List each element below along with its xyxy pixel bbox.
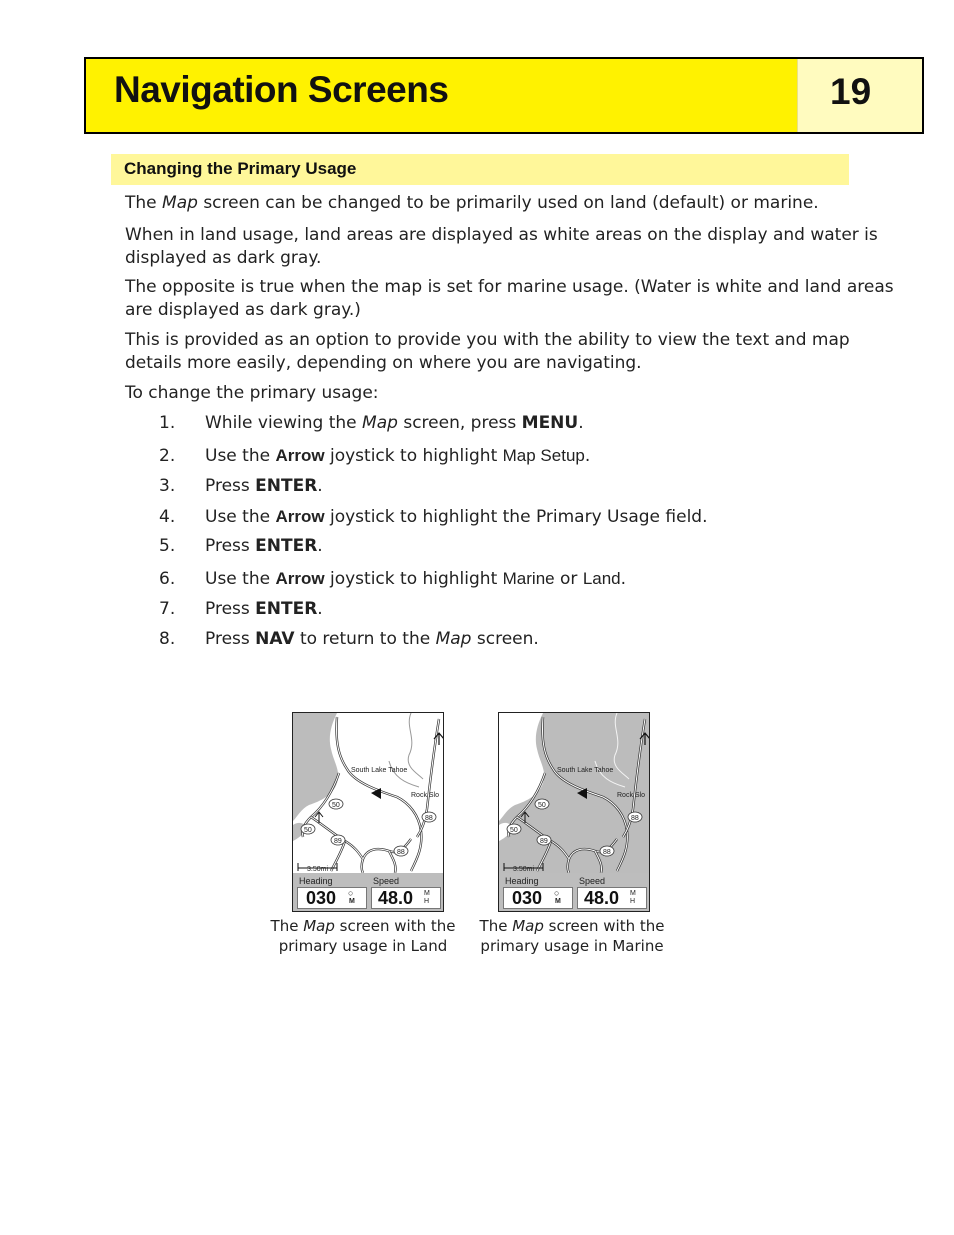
svg-text:50: 50 — [538, 802, 546, 809]
route-shield — [600, 846, 614, 856]
step-8: 8. Press NAV to return to the Map screen. — [159, 629, 539, 649]
map-place-label: South Lake Tahoe — [557, 767, 614, 774]
svg-text:50: 50 — [332, 802, 340, 809]
info-panel — [293, 873, 443, 911]
page-number: 19 — [830, 71, 872, 112]
heading-label: Heading — [299, 876, 333, 886]
speed-unit-top: M — [630, 890, 636, 897]
route-shield — [394, 846, 408, 856]
svg-text:88: 88 — [397, 849, 405, 856]
map-place-label-2: Rock Slo — [411, 792, 440, 799]
route-shield — [422, 812, 436, 822]
map-canvas-land — [293, 713, 443, 873]
svg-text:88: 88 — [631, 815, 639, 822]
route-shield — [535, 799, 549, 809]
speed-unit-top: M — [424, 890, 430, 897]
section-heading-bar — [111, 154, 849, 185]
route-shield — [507, 824, 521, 834]
speed-unit-bottom: H — [630, 898, 636, 905]
heading-field — [503, 887, 573, 909]
degree-icon: ○ — [348, 888, 354, 898]
speed-field — [371, 887, 441, 909]
route-shield — [628, 812, 642, 822]
heading-unit: M — [349, 898, 355, 905]
map-screen-land — [292, 712, 444, 912]
svg-text:88: 88 — [603, 849, 611, 856]
route-shield — [301, 824, 315, 834]
info-panel — [499, 873, 649, 911]
step-5: 5. Press ENTER. — [159, 536, 323, 556]
speed-label: Speed — [373, 876, 400, 886]
page-number-box — [797, 59, 922, 132]
paragraph-3: The opposite is true when the map is set for marine usage. (Water is white and land areas are displayed as dark gray.) — [125, 277, 894, 320]
speed-field — [577, 887, 647, 909]
chapter-header — [84, 57, 924, 134]
map-screen-marine — [498, 712, 650, 912]
step-3: 3. Press ENTER. — [159, 476, 323, 496]
step-2: 2. Use the Arrow joystick to highlight Map Setup. — [159, 446, 591, 466]
svg-text:3.50mi: 3.50mi — [513, 866, 535, 873]
step-4: 4. Use the Arrow joystick to highlight the Primary Usage field. — [159, 507, 708, 527]
step-6: 6. Use the Arrow joystick to highlight Marine or Land. — [159, 569, 627, 589]
step-1: 1. While viewing the Map screen, press MENU. — [159, 413, 584, 433]
svg-text:89: 89 — [334, 838, 342, 845]
paragraph-2: When in land usage, land areas are displayed as white areas on the display and water is displayed as dark gray. — [125, 225, 878, 268]
heading-value: 030 — [306, 888, 337, 908]
heading-label: Heading — [505, 876, 539, 886]
speed-unit-bottom: H — [424, 898, 430, 905]
paragraph-4: This is provided as an option to provide you with the ability to view the text and map details more easily, depending on where you are navigating. — [125, 330, 850, 373]
svg-text:89: 89 — [540, 838, 548, 845]
route-shield — [331, 835, 345, 845]
svg-text:3.50mi: 3.50mi — [307, 866, 329, 873]
figure-caption-marine: The Map screen with the primary usage in Marine — [479, 917, 665, 955]
section-title: Changing the Primary Usage — [124, 159, 357, 178]
route-shield — [329, 799, 343, 809]
speed-value: 48.0 — [378, 888, 414, 908]
map-canvas-marine — [499, 713, 649, 873]
route-shield — [537, 835, 551, 845]
figure-caption-land: The Map screen with the primary usage in Land — [270, 917, 456, 955]
paragraph-5: To change the primary usage: — [125, 383, 379, 403]
speed-label: Speed — [579, 876, 606, 886]
heading-field — [297, 887, 367, 909]
step-7: 7. Press ENTER. — [159, 599, 323, 619]
page-title: Navigation Screens — [114, 69, 449, 110]
paragraph-1: The Map screen can be changed to be primarily used on land (default) or marine. — [125, 193, 819, 213]
svg-text:88: 88 — [425, 815, 433, 822]
map-place-label: South Lake Tahoe — [351, 767, 408, 774]
svg-text:50: 50 — [304, 827, 312, 834]
heading-unit: M — [555, 898, 561, 905]
degree-icon: ○ — [554, 888, 560, 898]
speed-value: 48.0 — [584, 888, 620, 908]
heading-value: 030 — [512, 888, 543, 908]
map-place-label-2: Rock Slo — [617, 792, 646, 799]
svg-text:50: 50 — [510, 827, 518, 834]
